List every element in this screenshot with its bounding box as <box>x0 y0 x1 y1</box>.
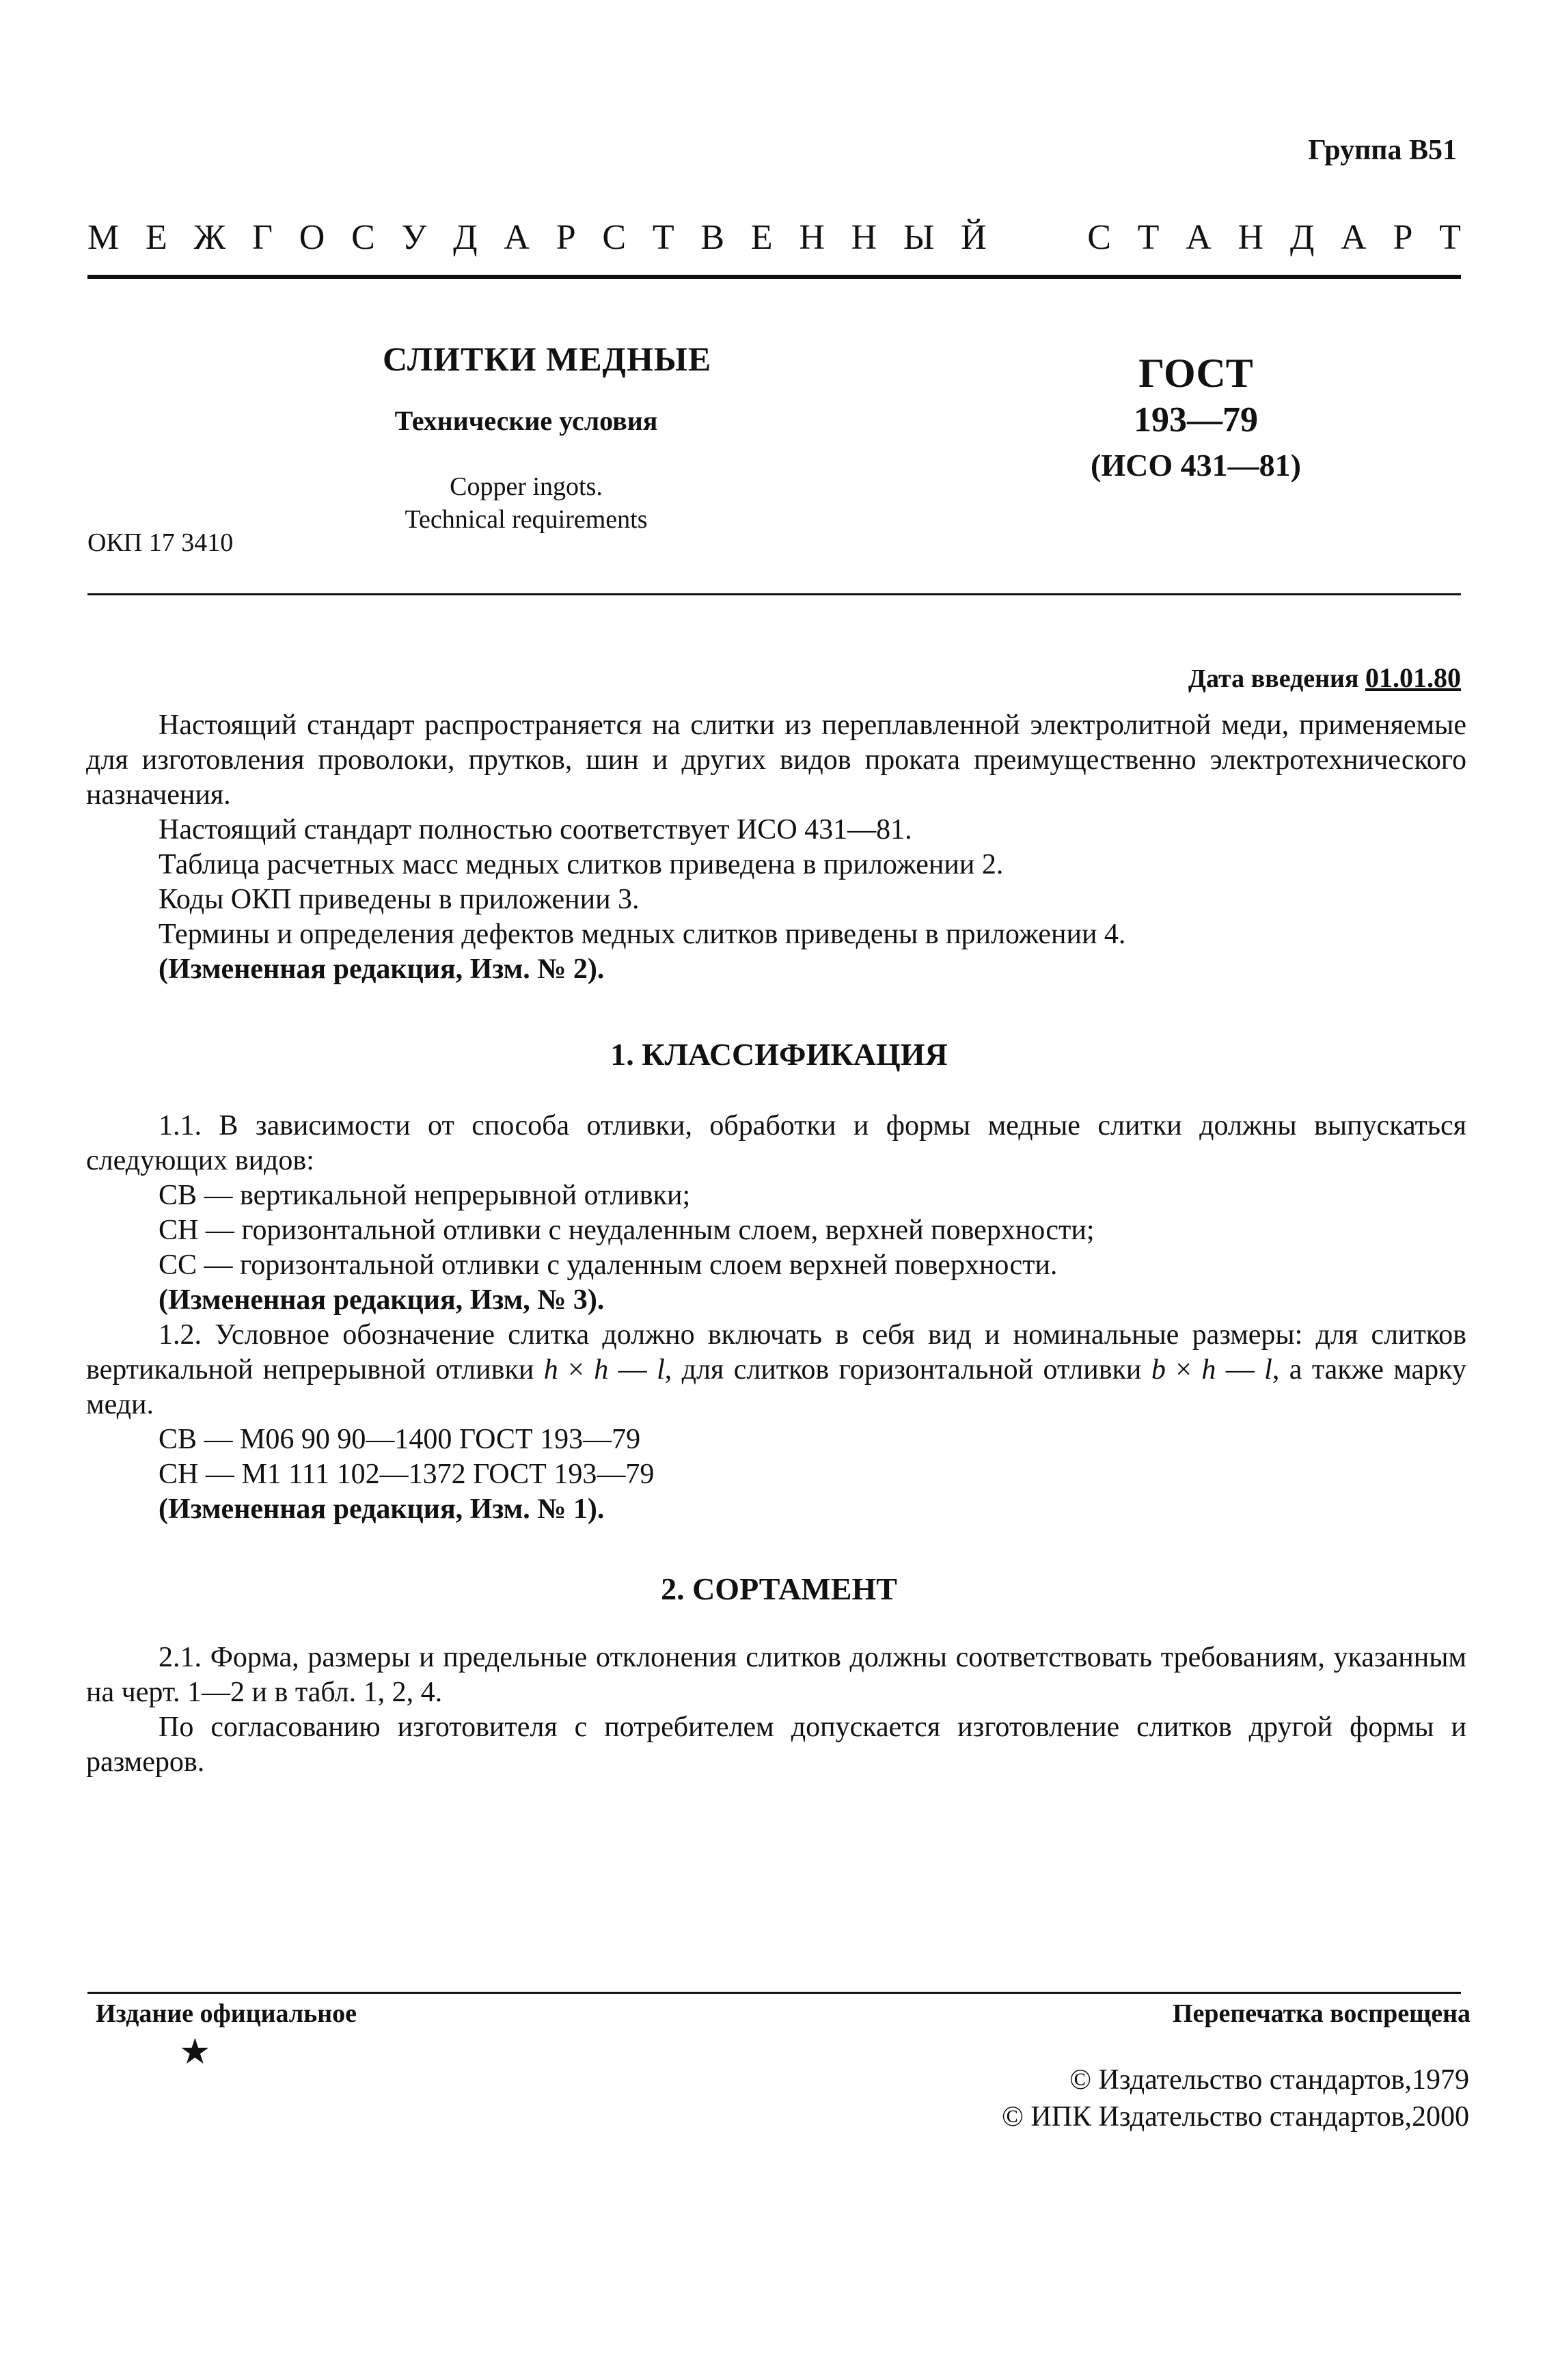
copyright-line: © Издательство стандартов,1979 <box>1069 2064 1469 2096</box>
intro-paragraph: Таблица расчетных масс медных слитков приведена в приложении 2. <box>159 849 1004 880</box>
formula-op: × <box>1165 1354 1202 1385</box>
type-sn: СН — горизонтальной отливки с неудаленным слоем, верхней поверхности; <box>159 1215 1095 1246</box>
banner-letter: Н <box>1238 218 1264 257</box>
date-label: Дата введения <box>1188 664 1359 693</box>
banner-letter: Е <box>146 218 167 257</box>
type-sv: СВ — вертикальной непрерывной отливки; <box>159 1180 691 1211</box>
banner-letter: У <box>401 218 427 257</box>
reprint-prohibited-label: Перепечатка воспрещена <box>1172 1999 1471 2028</box>
assortment-section <box>86 1640 1466 1780</box>
english-title <box>383 470 670 536</box>
gost-number: 193—79 <box>1134 401 1258 440</box>
gost-label: ГОСТ <box>1138 351 1253 396</box>
banner-letter: Ы <box>903 218 935 257</box>
example-designation: СВ — М06 90 90—1400 ГОСТ 193—79 <box>159 1424 641 1455</box>
intro-paragraph: Термины и определения дефектов медных слитков приведены в приложении 4. <box>159 919 1126 950</box>
example-designation: СН — М1 111 102—1372 ГОСТ 193—79 <box>159 1459 655 1490</box>
formula-op: × <box>558 1354 594 1385</box>
amendment-note: (Измененная редакция, Изм. № 1). <box>159 1493 605 1525</box>
amendment-note: (Измененная редакция, Изм. № 2). <box>159 954 605 985</box>
clause-1-2-text: , для слитков горизонтальной отливки <box>664 1354 1151 1385</box>
formula-var: h <box>594 1354 609 1385</box>
english-title-line: Technical requirements <box>405 505 648 534</box>
intro-section <box>86 708 1466 987</box>
banner-letter: Р <box>1393 218 1413 257</box>
banner-gap <box>1013 217 1061 258</box>
banner-letter: Ж <box>193 218 226 257</box>
section-title-classification: 1. КЛАССИФИКАЦИЯ <box>610 1037 948 1072</box>
intro-paragraph: Настоящий стандарт распространяется на слитки из переплавленной электролитной меди, применяемые для изготовления проволоки, прутков, шин и других видов проката преимущественно электротехнического назначения. <box>86 709 1466 811</box>
classification-section <box>86 1109 1466 1527</box>
clause-1-2-text: , а также марку меди. <box>86 1354 1466 1420</box>
banner-letter: С <box>1087 218 1111 257</box>
okp-code: ОКП 17 3410 <box>87 528 234 557</box>
footer-divider <box>87 1992 1461 1994</box>
intro-paragraph: Коды ОКП приведены в приложении 3. <box>159 884 640 915</box>
clause-1-2-text: 1.2. Условное обозначение слитка должно включать в себя вид и номинальные размеры: для слитков вертикальной непрерывной отливки <box>86 1319 1466 1385</box>
banner-letter: Т <box>652 218 674 257</box>
official-edition-label: Издание официальное <box>96 1999 357 2028</box>
banner-letter: С <box>602 218 627 257</box>
formula-op: — <box>1216 1354 1265 1385</box>
formula-op: — <box>608 1354 657 1385</box>
section-title-assortment: 2. СОРТАМЕНТ <box>661 1571 897 1606</box>
header-divider <box>87 275 1461 279</box>
gost-designation <box>1066 349 1326 488</box>
banner-letter: Й <box>961 218 987 257</box>
banner-letter: А <box>1341 218 1367 257</box>
banner-letter: Г <box>251 218 273 257</box>
formula-var: l <box>1264 1354 1272 1385</box>
banner-letter: М <box>87 218 120 257</box>
banner-letter: Р <box>556 218 576 257</box>
interstate-standard-banner <box>87 217 1461 258</box>
copyright-line: © ИПК Издательство стандартов,2000 <box>1001 2101 1469 2133</box>
banner-letter: Д <box>453 218 478 257</box>
group-label: Группа В51 <box>1308 135 1457 166</box>
banner-letter: С <box>351 218 375 257</box>
iso-reference: (ИСО 431—81) <box>1091 448 1301 483</box>
banner-letter: А <box>1186 218 1212 257</box>
banner-letter: О <box>299 218 325 257</box>
amendment-note: (Измененная редакция, Изм, № 3). <box>159 1284 605 1316</box>
banner-letter: Д <box>1289 218 1315 257</box>
banner-letter: Е <box>750 218 773 257</box>
banner-letter: Н <box>851 218 877 257</box>
star-icon: ★ <box>179 2033 211 2072</box>
banner-letter: В <box>700 218 725 257</box>
formula-var: h <box>543 1354 558 1385</box>
copyright-block <box>1002 2061 1469 2135</box>
document-subtitle: Технические условия <box>394 405 658 436</box>
clause-1-2 <box>86 1318 1466 1422</box>
banner-letter: А <box>504 218 530 257</box>
intro-paragraph: Настоящий стандарт полностью соответствует ИСО 431—81. <box>159 814 912 846</box>
clause-1-1: 1.1. В зависимости от способа отливки, обработки и формы медные слитки должны выпускаться следующих видов: <box>86 1110 1466 1176</box>
document-title: СЛИТКИ МЕДНЫЕ <box>383 340 712 378</box>
banner-letter: Т <box>1439 218 1461 257</box>
english-title-line: Copper ingots. <box>450 472 603 501</box>
formula-var: b <box>1151 1354 1166 1385</box>
banner-letter: Н <box>799 218 825 257</box>
introduction-date <box>1188 662 1461 694</box>
title-divider <box>87 593 1461 595</box>
date-value: 01.01.80 <box>1365 662 1461 693</box>
clause-2-1: 2.1. Форма, размеры и предельные отклонения слитков должны соответствовать требованиям, указанным на черт. 1—2 и в табл. 1, 2, 4. <box>86 1642 1466 1708</box>
formula-var: l <box>657 1354 665 1385</box>
formula-var: h <box>1201 1354 1216 1385</box>
banner-letter: Т <box>1137 218 1160 257</box>
type-ss: СС — горизонтальной отливки с удаленным слоем верхней поверхности. <box>159 1249 1058 1281</box>
clause-2-note: По согласованию изготовителя с потребителем допускается изготовление слитков другой формы и размеров. <box>86 1712 1466 1778</box>
